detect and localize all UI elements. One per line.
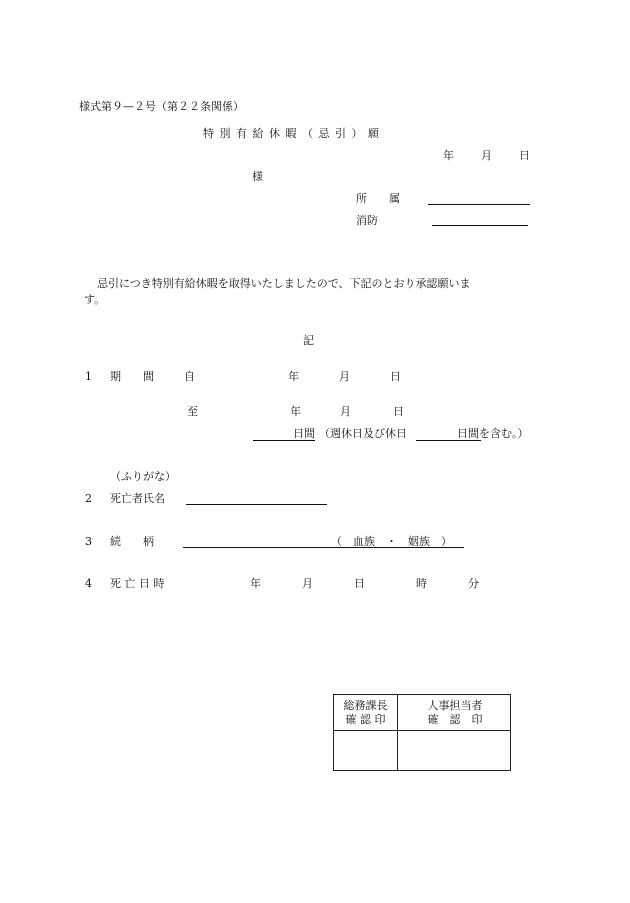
form-number: 様式第９—２号（第２２条関係） [79, 100, 244, 113]
furigana-label: （ふりがな） [110, 470, 176, 483]
death-month: 月 [302, 577, 313, 590]
name-field[interactable] [432, 225, 528, 226]
affiliation-field[interactable] [428, 204, 530, 205]
death-hour: 時 [416, 577, 427, 590]
item-1-number: 1 [85, 370, 92, 383]
body-line-2: す。 [84, 293, 106, 306]
period-to-day: 日 [393, 405, 404, 418]
general-affairs-stamp-cell[interactable] [334, 731, 397, 771]
fire-label: 消防 [356, 214, 378, 227]
period-from-year: 年 [288, 370, 299, 383]
relation-label: 続 柄 [110, 535, 154, 548]
general-affairs-confirm-label: 確 認 印 [345, 713, 386, 726]
date-day: 日 [519, 149, 530, 162]
period-to-month: 月 [340, 405, 351, 418]
death-year: 年 [250, 577, 261, 590]
deceased-name-label: 死亡者氏名 [110, 492, 165, 505]
item-3-number: 3 [85, 535, 92, 548]
holiday-note-open: （週休日及び休日 [319, 427, 407, 440]
addressee-suffix: 様 [252, 170, 263, 183]
period-to: 至 [187, 405, 198, 418]
period-from: 自 [184, 370, 195, 383]
period-from-month: 月 [339, 370, 350, 383]
period-label: 期 間 [110, 370, 154, 383]
days-count-field[interactable] [253, 440, 293, 441]
deceased-name-field[interactable] [186, 504, 327, 505]
days-unit: 日間 [293, 427, 315, 440]
death-day: 日 [354, 577, 365, 590]
death-datetime-label: 死 亡 日 時 [110, 577, 165, 590]
period-to-year: 年 [290, 405, 301, 418]
personnel-officer-label: 人事担当者 [427, 699, 483, 712]
date-year: 年 [443, 149, 454, 162]
item-2-number: 2 [85, 492, 92, 505]
personnel-stamp-cell[interactable] [398, 731, 512, 771]
relation-options: （ 血族 ・ 姻族 ） [331, 535, 452, 548]
holiday-days-field[interactable] [416, 440, 458, 441]
holiday-days-underline [457, 440, 481, 441]
form-title: 特 別 有 給 休 暇 （ 忌 引 ） 願 [203, 127, 380, 140]
approval-stamp-box [333, 694, 511, 771]
affiliation-label: 所 属 [356, 192, 400, 205]
death-minute: 分 [468, 577, 479, 590]
item-4-number: 4 [85, 577, 92, 590]
body-line-1: 忌引につき特別有給休暇を取得いたしましたので、下記のとおり承認願いま [97, 277, 471, 290]
period-from-day: 日 [390, 370, 401, 383]
date-month: 月 [481, 149, 492, 162]
general-affairs-chief-label: 総務課長 [343, 699, 388, 712]
ki-heading: 記 [303, 334, 314, 347]
holiday-note-close: 日間を含む。） [457, 427, 529, 440]
personnel-confirm-label: 確 認 印 [427, 713, 483, 726]
